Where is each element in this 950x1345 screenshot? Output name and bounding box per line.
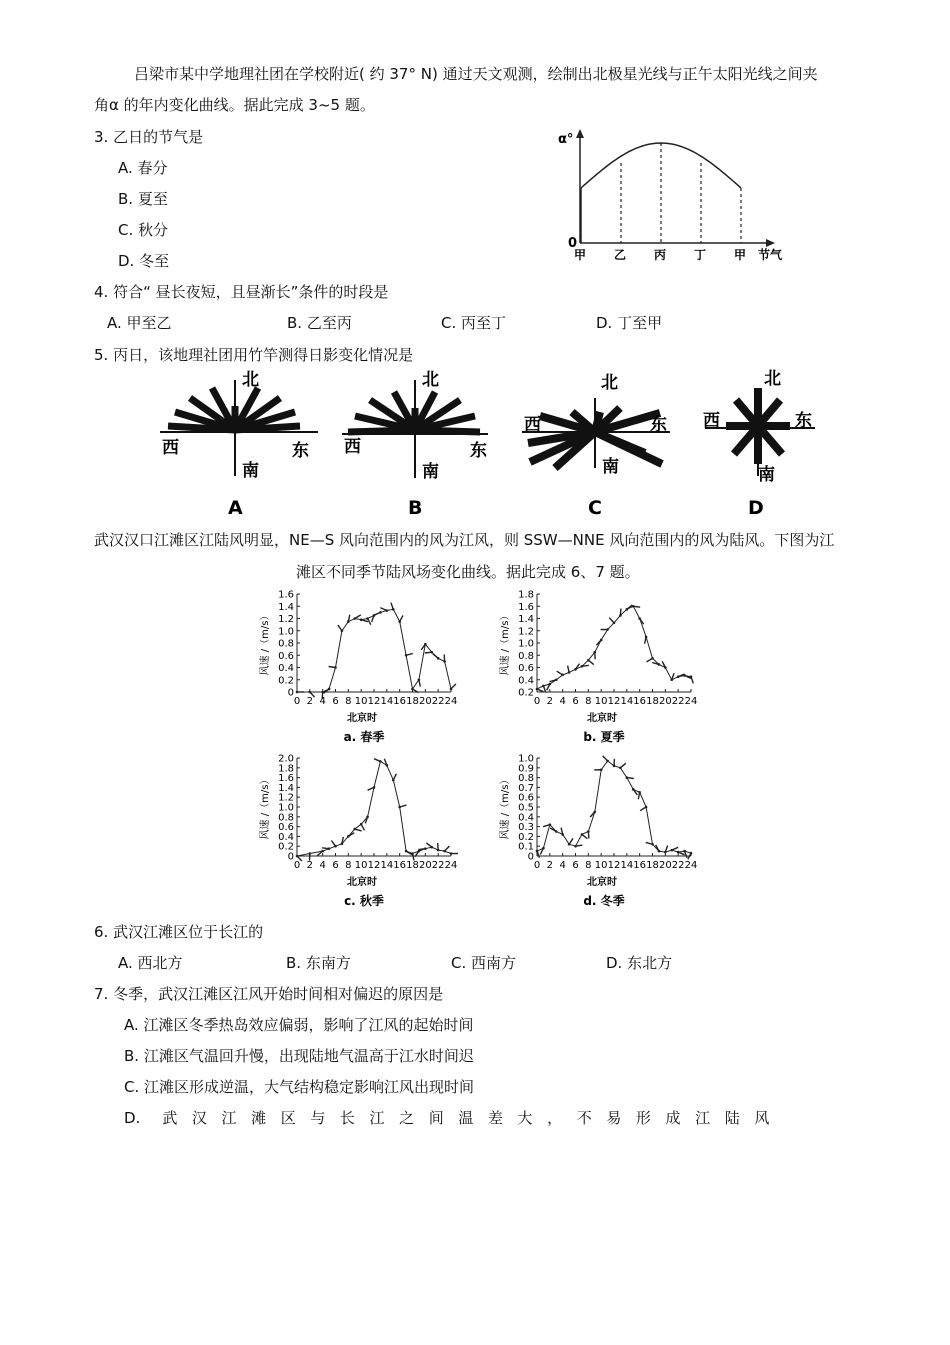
q3-option-a[interactable]: A. 春分 xyxy=(118,159,168,177)
wind-xtick-label: 16 xyxy=(393,860,407,871)
wind-xtick-label: 2 xyxy=(306,860,314,871)
wind-direction-arrow xyxy=(557,671,563,675)
wind-ytick-label: 0.4 xyxy=(278,831,294,843)
wind-xtick-label: 2 xyxy=(546,696,554,707)
wind-ytick-label: 1.0 xyxy=(278,626,294,638)
wind-direction-arrow xyxy=(391,603,393,610)
wind-direction-arrow xyxy=(322,848,329,849)
q3-option-b[interactable]: B. 夏至 xyxy=(118,190,168,208)
wind-xtick-label: 8 xyxy=(345,860,352,871)
wind-xtick-label: 20 xyxy=(418,860,432,871)
wind-xtick-label: 20 xyxy=(658,696,672,707)
wind-ytick-label: 0.7 xyxy=(518,782,534,794)
wind-ytick-label: 1.8 xyxy=(518,589,534,601)
wind-xtick-label: 18 xyxy=(406,860,419,871)
wind-direction-arrow xyxy=(374,612,380,615)
wind-ytick-label: 0 xyxy=(287,851,294,863)
wind-ytick-label: 1.0 xyxy=(518,753,534,765)
q7-stem: 7. 冬季，武汉江滩区江风开始时间相对偏迟的原因是 xyxy=(94,985,444,1003)
wind-xtick-label: 16 xyxy=(393,696,407,707)
wind-ytick-label: 1.6 xyxy=(518,601,534,613)
shadow-option-a[interactable] xyxy=(160,370,318,519)
wind-direction-arrow xyxy=(633,606,640,607)
wind-direction-arrow xyxy=(550,680,557,682)
wind-direction-arrow xyxy=(329,667,336,668)
shadow-c-south: 南 xyxy=(602,457,619,477)
wind-direction-arrow xyxy=(433,654,438,659)
q6-option-a[interactable]: A. 西北方 xyxy=(118,954,183,972)
q3-stem: 3. 乙日的节气是 xyxy=(94,128,204,146)
wind-ylabel: 风速 /（m/s） xyxy=(500,774,511,840)
wind-ytick-label: 1.8 xyxy=(278,763,294,775)
shadow-c-label: C xyxy=(588,497,602,519)
q7-option-d-text: 武汉江滩区与长江之间温差大，不易形成江陆风 xyxy=(162,1109,784,1127)
shadow-a-north: 北 xyxy=(242,370,259,390)
wind-direction-arrow xyxy=(451,684,456,689)
wind-direction-arrow xyxy=(640,807,646,811)
wind-chart-summer xyxy=(495,588,710,748)
wind-xtick-label: 6 xyxy=(332,696,339,707)
q4-option-c[interactable]: C. 丙至丁 xyxy=(441,314,507,332)
shadow-d-north: 北 xyxy=(764,369,781,389)
wind-xtick-label: 10 xyxy=(354,860,368,871)
wind-xtick-label: 18 xyxy=(646,696,659,707)
q7-option-d[interactable] xyxy=(124,1108,784,1128)
wind-ytick-label: 1.2 xyxy=(278,614,294,625)
wind-xtick-label: 22 xyxy=(431,860,445,871)
wind-xtick-label: 4 xyxy=(559,860,566,871)
wind-direction-arrow xyxy=(426,843,431,847)
wind-series-line xyxy=(537,606,691,689)
shadow-a-east: 东 xyxy=(292,441,309,461)
wind-ytick-label: 0.2 xyxy=(278,841,294,853)
wind-chart-title: d. 冬季 xyxy=(583,894,625,908)
wind-ytick-label: 0.3 xyxy=(518,822,534,834)
wind-ylabel: 风速 /（m/s） xyxy=(500,610,511,676)
wind-direction-arrow xyxy=(672,847,678,850)
wind-direction-arrow xyxy=(355,829,362,831)
wind-xtick-label: 18 xyxy=(646,860,659,871)
wind-xtick-label: 4 xyxy=(559,696,566,707)
intro2-line2: 滩区不同季节陆风场变化曲线。据此完成 6、7 题。 xyxy=(296,563,640,581)
q7-option-c[interactable]: C. 江滩区形成逆温，大气结构稳定影响江风出现时间 xyxy=(124,1078,475,1096)
q7-option-b[interactable]: B. 江滩区气温回升慢，出现陆地气温高于江水时间迟 xyxy=(124,1047,474,1065)
wind-xtick-label: 2 xyxy=(306,696,314,707)
wind-direction-arrow xyxy=(419,680,420,687)
alpha-x-arrow xyxy=(766,239,775,247)
intro2-line1: 武汉汉口江滩区江陆风明显，NE—S 风向范围内的风为江风，则 SSW—NNE 风向范围内的风为陆风。下图为江 xyxy=(94,531,835,549)
shadow-option-c[interactable] xyxy=(522,373,670,519)
wind-ytick-label: 0.4 xyxy=(518,675,534,687)
shadow-b-east: 东 xyxy=(470,441,487,461)
shadow-b-west: 西 xyxy=(344,437,361,457)
wind-ytick-label: 1.4 xyxy=(278,601,294,613)
wind-xtick-label: 24 xyxy=(444,696,458,707)
q4-option-d[interactable]: D. 丁至甲 xyxy=(596,314,663,332)
wind-xtick-label: 0 xyxy=(293,696,301,707)
wind-direction-arrow xyxy=(445,846,450,851)
wind-xtick-label: 12 xyxy=(607,696,621,707)
alpha-y-arrow xyxy=(576,129,584,138)
wind-series-line xyxy=(537,761,691,853)
wind-ytick-label: 0.2 xyxy=(278,675,294,687)
wind-direction-arrow xyxy=(627,778,634,779)
wind-xtick-label: 10 xyxy=(354,696,368,707)
alpha-xtick: 丁 xyxy=(694,248,707,262)
wind-direction-arrow xyxy=(588,660,593,664)
wind-direction-arrow xyxy=(400,615,403,621)
wind-direction-arrow xyxy=(361,824,364,830)
wind-direction-arrow xyxy=(368,619,371,625)
wind-direction-arrow xyxy=(418,849,425,850)
wind-direction-arrow xyxy=(678,852,684,855)
wind-ytick-label: 1.4 xyxy=(278,782,294,794)
shadow-b-label: B xyxy=(408,497,423,519)
wind-direction-arrow xyxy=(638,792,639,799)
wind-ytick-label: 1.6 xyxy=(278,589,294,601)
q7-option-a[interactable]: A. 江滩区冬季热岛效应偏弱，影响了江风的起始时间 xyxy=(124,1016,474,1034)
wind-xtick-label: 10 xyxy=(594,696,608,707)
shadow-b-north: 北 xyxy=(422,370,439,390)
q6-option-c[interactable]: C. 西南方 xyxy=(451,954,517,972)
shadow-d-east: 东 xyxy=(795,411,812,431)
shadow-a-south: 南 xyxy=(242,461,259,481)
wind-ytick-label: 0.9 xyxy=(518,763,534,775)
wind-direction-arrow xyxy=(569,838,573,844)
wind-direction-arrow xyxy=(393,774,396,780)
wind-xtick-label: 0 xyxy=(293,860,301,871)
wind-xtick-label: 12 xyxy=(367,696,381,707)
wind-xtick-label: 4 xyxy=(319,696,326,707)
wind-ytick-label: 0.4 xyxy=(278,663,294,674)
wind-ytick-label: 0.8 xyxy=(278,812,294,824)
wind-xtick-label: 18 xyxy=(406,696,419,707)
wind-xtick-label: 4 xyxy=(319,860,326,871)
wind-ytick-label: 0.6 xyxy=(518,792,534,804)
wind-xtick-label: 22 xyxy=(431,696,445,707)
wind-direction-arrow xyxy=(620,763,625,768)
wind-xtick-label: 2 xyxy=(546,860,554,871)
wind-chart-spring xyxy=(255,588,470,748)
wind-direction-arrow xyxy=(380,608,386,611)
wind-chart-title: c. 秋季 xyxy=(344,894,384,908)
wind-xlabel: 北京时 xyxy=(347,877,377,888)
q6-option-d[interactable]: D. 东北方 xyxy=(606,954,673,972)
shadow-c-west: 西 xyxy=(524,415,541,435)
wind-ytick-label: 2.0 xyxy=(278,753,294,765)
wind-xtick-label: 20 xyxy=(658,860,672,871)
wind-ytick-label: 0.6 xyxy=(278,822,294,834)
wind-ytick-label: 1.4 xyxy=(518,614,534,625)
intro1-line1: 吕梁市某中学地理社团在学校附近( 约 37° N) 通过天文观测，绘制出北极星光线与正午太阳光线之间夹 xyxy=(134,65,818,83)
wind-ytick-label: 0.6 xyxy=(278,650,294,662)
shadow-c-east: 东 xyxy=(650,415,667,435)
wind-ytick-label: 0.8 xyxy=(518,773,534,785)
wind-ytick-label: 0.6 xyxy=(518,663,534,674)
wind-ytick-label: 1.6 xyxy=(278,773,294,785)
wind-direction-arrow xyxy=(582,665,589,666)
wind-direction-arrow xyxy=(374,759,380,762)
wind-ytick-label: 0.5 xyxy=(518,802,534,814)
shadow-option-d[interactable] xyxy=(703,369,815,519)
wind-series-line xyxy=(297,609,451,692)
wind-ytick-label: 0 xyxy=(287,687,294,699)
wind-xtick-label: 14 xyxy=(380,696,394,707)
q6-option-b[interactable]: B. 东南方 xyxy=(286,954,351,972)
wind-xtick-label: 8 xyxy=(585,860,592,871)
wind-xtick-label: 24 xyxy=(444,860,458,871)
wind-xtick-label: 24 xyxy=(684,860,698,871)
wind-ytick-label: 0.2 xyxy=(518,687,534,699)
wind-direction-arrow xyxy=(338,625,342,631)
wind-direction-arrow xyxy=(691,677,693,684)
wind-xtick-label: 8 xyxy=(585,696,592,707)
wind-ytick-label: 0.2 xyxy=(518,831,534,843)
wind-ytick-label: 1.0 xyxy=(278,802,294,814)
wind-xtick-label: 10 xyxy=(594,860,608,871)
wind-chart-autumn xyxy=(255,752,470,912)
shadow-c-north: 北 xyxy=(601,373,618,393)
wind-chart-title: a. 春季 xyxy=(343,730,385,744)
wind-direction-arrow xyxy=(361,620,368,622)
wind-xtick-label: 12 xyxy=(367,860,381,871)
alpha-xtick: 甲 xyxy=(734,248,747,262)
alpha-ylabel: α° xyxy=(558,132,574,147)
wind-direction-arrow xyxy=(645,637,646,644)
wind-xtick-label: 14 xyxy=(620,696,634,707)
wind-xtick-label: 6 xyxy=(572,696,579,707)
wind-xlabel: 北京时 xyxy=(347,713,377,724)
wind-xtick-label: 22 xyxy=(671,696,685,707)
q7-option-d-label: D. xyxy=(124,1109,141,1127)
shadow-a-west: 西 xyxy=(162,438,179,458)
shadow-option-b[interactable] xyxy=(342,370,488,519)
wind-ylabel: 风速 /（m/s） xyxy=(260,610,271,676)
wind-ytick-label: 0 xyxy=(527,851,534,863)
q3-option-d[interactable]: D. 冬至 xyxy=(118,252,170,270)
wind-direction-arrow xyxy=(588,832,589,839)
wind-xtick-label: 0 xyxy=(533,696,541,707)
wind-chart-title: b. 夏季 xyxy=(583,730,625,744)
alpha-origin: 0 xyxy=(568,236,578,251)
wind-direction-arrow xyxy=(400,805,407,807)
shadow-a-label: A xyxy=(228,497,243,519)
wind-chart-winter xyxy=(495,752,710,912)
wind-xtick-label: 8 xyxy=(345,696,352,707)
wind-ytick-label: 0.8 xyxy=(278,638,294,650)
wind-direction-arrow xyxy=(406,653,413,655)
wind-xlabel: 北京时 xyxy=(587,713,617,724)
q4-option-a[interactable]: A. 甲至乙 xyxy=(107,314,172,332)
wind-direction-arrow xyxy=(537,689,543,692)
wind-ylabel: 风速 /（m/s） xyxy=(260,774,271,840)
wind-ytick-label: 0.1 xyxy=(518,841,534,853)
wind-xlabel: 北京时 xyxy=(587,877,617,888)
q4-stem: 4. 符合“ 昼长夜短，且昼渐长”条件的时段是 xyxy=(94,283,389,301)
wind-ytick-label: 1.2 xyxy=(278,792,294,804)
wind-xtick-label: 16 xyxy=(633,860,647,871)
wind-xtick-label: 14 xyxy=(380,860,394,871)
wind-xtick-label: 20 xyxy=(418,696,432,707)
wind-xtick-label: 24 xyxy=(684,696,698,707)
q5-stem: 5. 丙日，该地理社团用竹竿测得日影变化情况是 xyxy=(94,346,414,364)
wind-direction-arrow xyxy=(609,618,614,623)
wind-ytick-label: 0.8 xyxy=(518,650,534,662)
alpha-xtick: 甲 xyxy=(574,248,587,262)
intro1-line2: 角α 的年内变化曲线。据此完成 3~5 题。 xyxy=(94,96,375,114)
q6-stem: 6. 武汉江滩区位于长江的 xyxy=(94,923,264,941)
wind-xtick-label: 6 xyxy=(572,860,579,871)
shadow-d-label: D xyxy=(748,497,764,519)
shadow-d-south: 南 xyxy=(758,465,775,485)
wind-ytick-label: 1.0 xyxy=(518,638,534,650)
wind-ytick-label: 0.4 xyxy=(518,812,534,824)
alpha-curve-chart xyxy=(555,125,795,270)
alpha-xtick: 丙 xyxy=(654,248,667,262)
wind-direction-arrow xyxy=(425,652,432,653)
wind-xtick-label: 22 xyxy=(671,860,685,871)
wind-direction-arrow xyxy=(647,658,653,662)
wind-xtick-label: 14 xyxy=(620,860,634,871)
wind-direction-arrow xyxy=(331,841,335,847)
wind-direction-arrow xyxy=(568,666,569,673)
wind-series-line xyxy=(297,761,451,856)
wind-ytick-label: 1.2 xyxy=(518,626,534,638)
shadow-b-south: 南 xyxy=(422,462,439,482)
shadow-options-figure xyxy=(150,368,830,520)
wind-xtick-label: 0 xyxy=(533,860,541,871)
alpha-xlabel: 节气 xyxy=(758,248,783,262)
wind-direction-arrow xyxy=(582,834,587,838)
wind-direction-arrow xyxy=(646,842,653,844)
q4-option-b[interactable]: B. 乙至丙 xyxy=(287,314,352,332)
shadow-d-west: 西 xyxy=(703,411,720,431)
wind-xtick-label: 12 xyxy=(607,860,621,871)
wind-direction-arrow xyxy=(603,756,608,761)
q3-option-c[interactable]: C. 秋分 xyxy=(118,221,169,239)
alpha-xtick: 乙 xyxy=(614,248,627,262)
wind-direction-arrow xyxy=(355,615,361,619)
wind-xtick-label: 16 xyxy=(633,696,647,707)
wind-xtick-label: 6 xyxy=(332,860,339,871)
